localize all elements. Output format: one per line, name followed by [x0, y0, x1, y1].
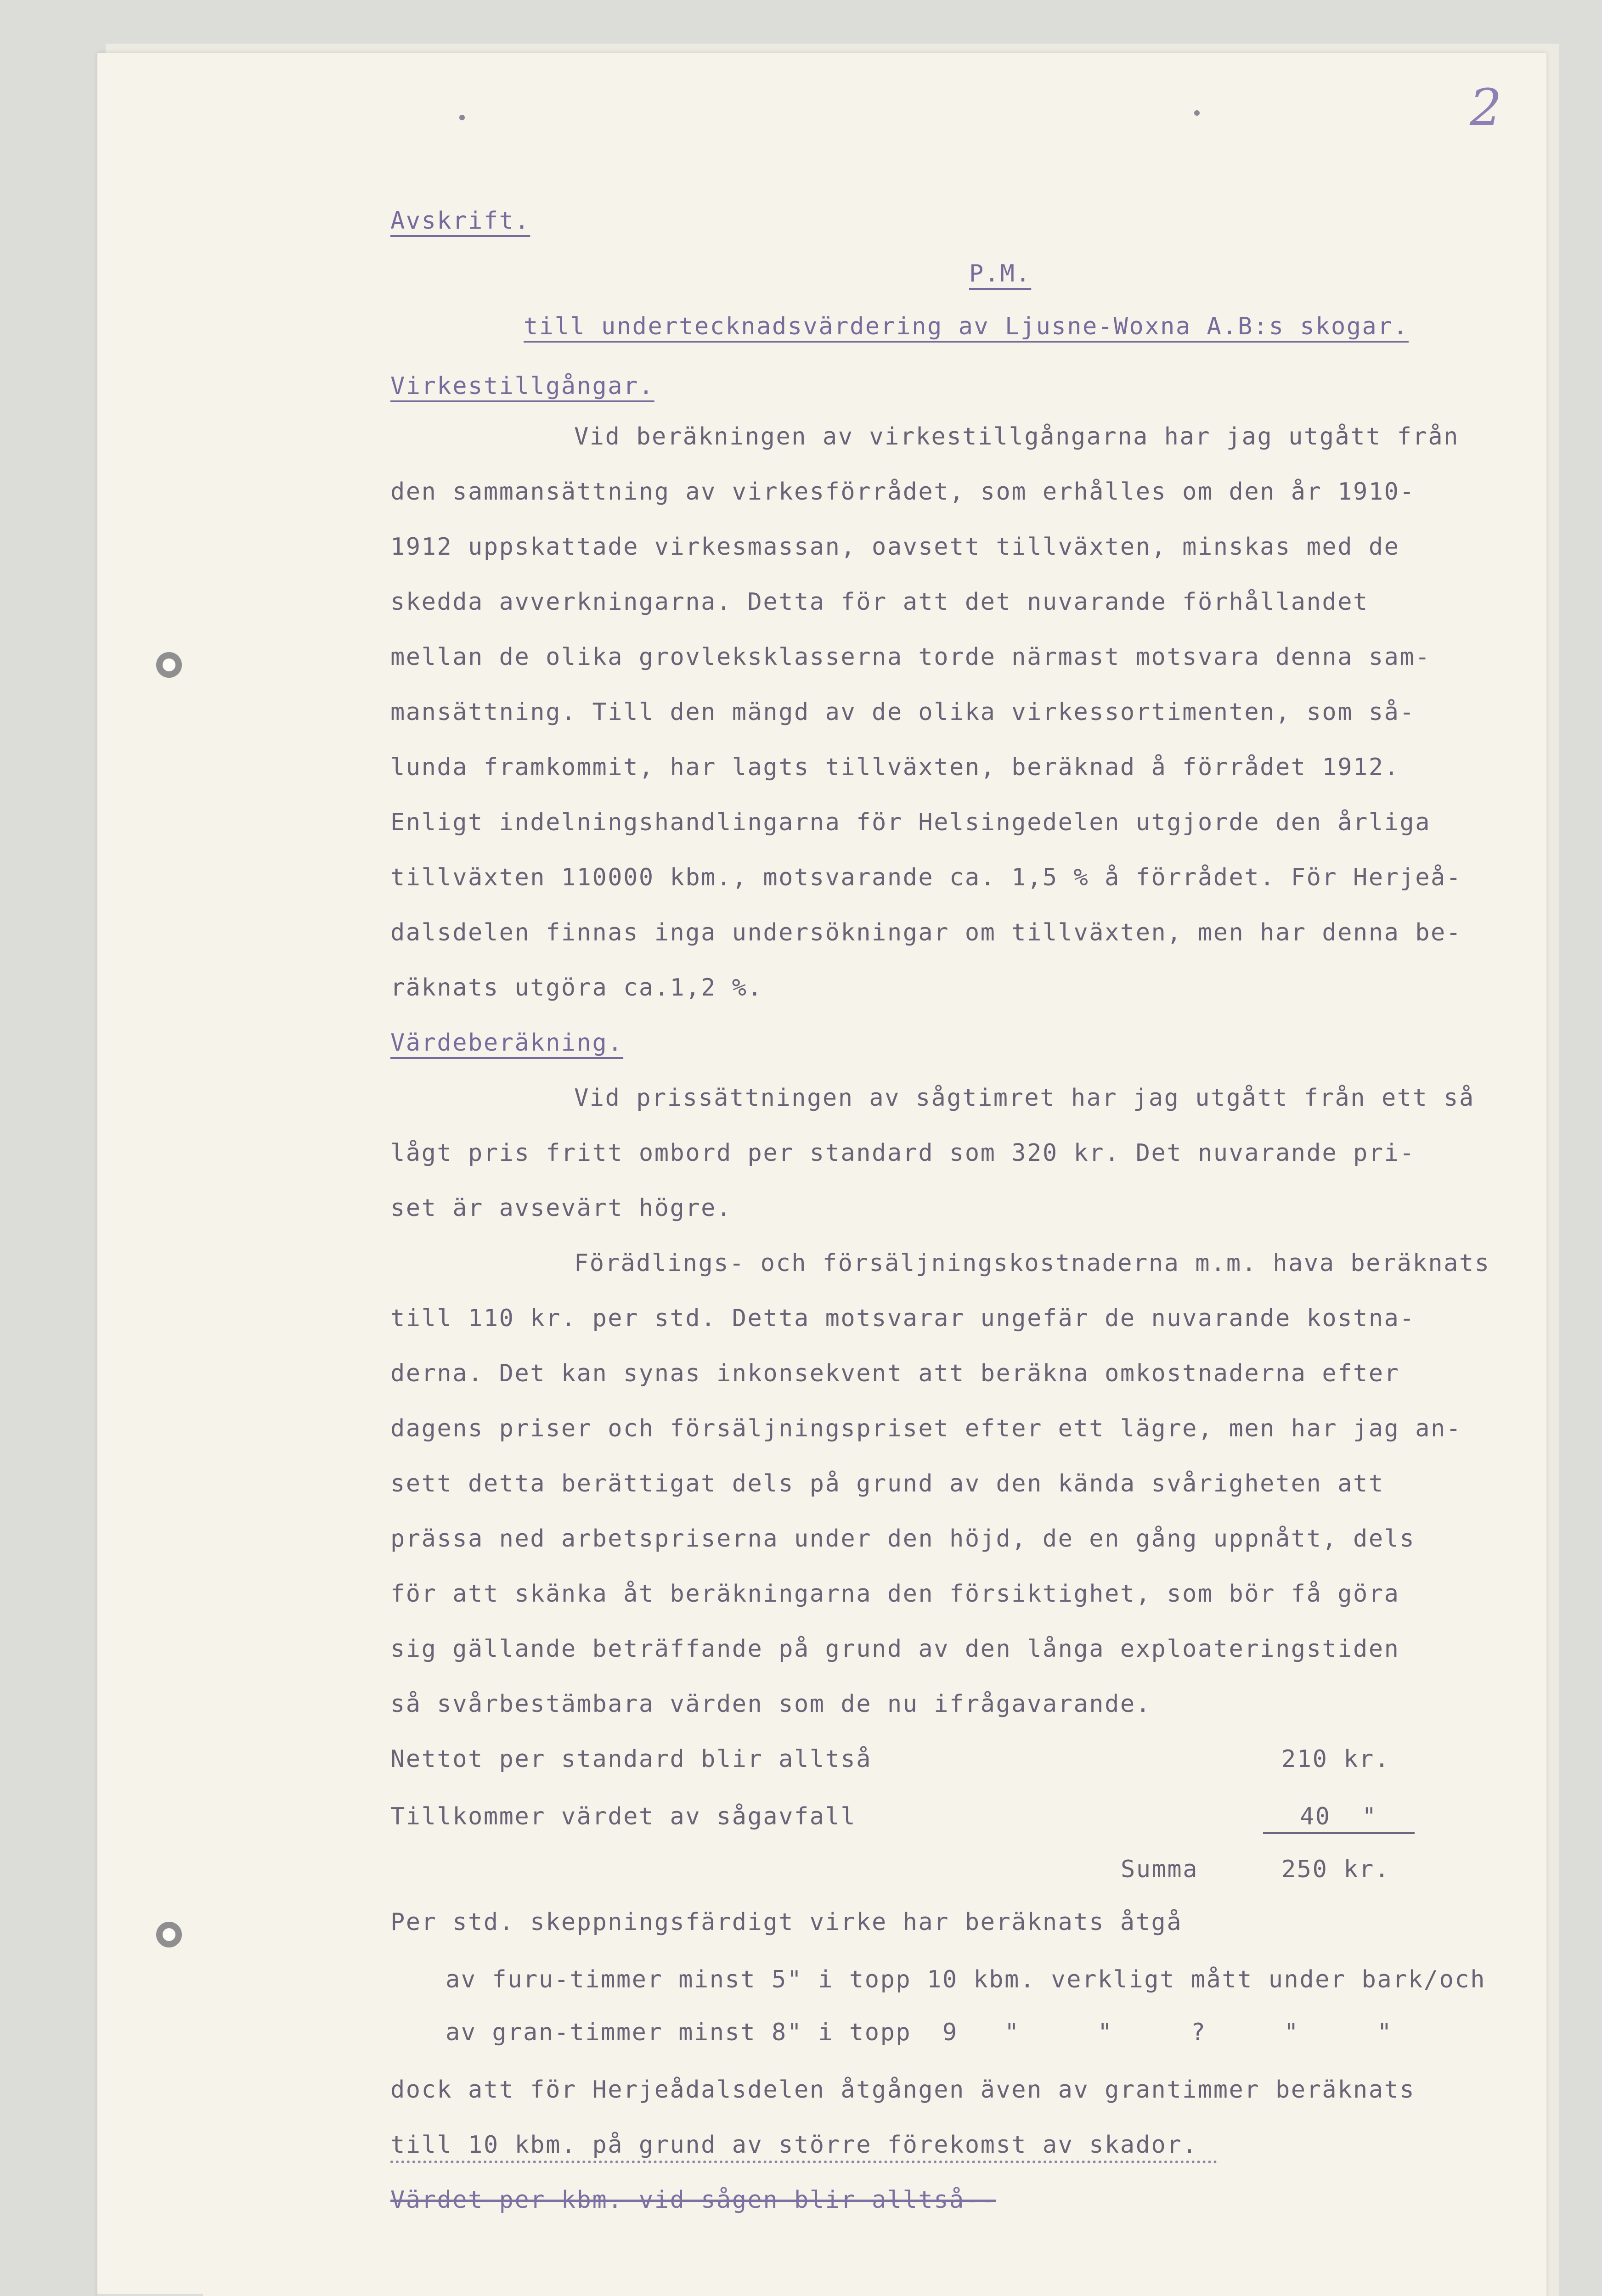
text-line: dagens priser och försäljningspriset efter ett lägre, men har jag an-	[390, 1415, 1462, 1442]
text-line: mansättning. Till den mängd av de olika virkessortimenten, som så-	[390, 698, 1416, 726]
dotted-rule	[390, 2161, 1217, 2163]
text-line: av gran-timmer minst 8" i topp 9 " " ? " "	[446, 2019, 1393, 2046]
punch-hole	[156, 1922, 182, 1947]
text-line: Förädlings- och försäljningskostnaderna m.m. hava beräknats	[574, 1249, 1490, 1277]
document-subtitle: till undertecknadsvärdering av Ljusne-Woxna A.B:s skogar.	[524, 313, 1409, 340]
punch-hole	[156, 652, 182, 678]
text-line: av furu-timmer minst 5" i topp 10 kbm. verkligt mått under bark/och	[446, 1966, 1486, 1993]
text-line: skedda avverkningarna. Detta för att det nuvarande förhållandet	[390, 588, 1369, 616]
text-line: tillväxten 110000 kbm., motsvarande ca. 1,5 % å förrådet. För Herjeå-	[390, 864, 1462, 891]
text-line: den sammansättning av virkesförrådet, som erhålles om den år 1910-	[390, 478, 1416, 506]
text-line: lunda framkommit, har lagts tillväxten, beräknad å förrådet 1912.	[390, 754, 1400, 781]
netto-value: 210 kr.	[1281, 1745, 1390, 1773]
text-line: Per std. skeppningsfärdigt virke har beräknats åtgå	[390, 1908, 1183, 1936]
text-line: sig gällande beträffande på grund av den långa exploateringstiden	[390, 1635, 1400, 1663]
text-line: set är avsevärt högre.	[390, 1194, 732, 1222]
text-line: för att skänka åt beräkningarna den försiktighet, som bör få göra	[390, 1580, 1400, 1608]
text-line: Vid beräkningen av virkestillgångarna har jag utgått från	[574, 423, 1459, 450]
text-line: Enligt indelningshandlingarna för Helsingedelen utgjorde den årliga	[390, 809, 1431, 836]
tillkommer-label: Tillkommer värdet av sågavfall	[390, 1803, 857, 1830]
sum-rule	[1263, 1832, 1415, 1834]
page-number: 2	[1470, 78, 1502, 137]
document-page	[97, 53, 1546, 2296]
text-line: lågt pris fritt ombord per standard som 320 kr. Det nuvarande pri-	[390, 1139, 1416, 1167]
text-line: dalsdelen finnas inga undersökningar om tillväxten, men har denna be-	[390, 919, 1462, 946]
ink-dot	[459, 115, 465, 120]
pm-heading: P.M.	[969, 260, 1032, 287]
section-heading-virkestillgangar: Virkestillgångar.	[390, 372, 654, 400]
summa-label: Summa	[1121, 1856, 1199, 1883]
text-line: derna. Det kan synas inkonsekvent att beräkna omkostnaderna efter	[390, 1360, 1400, 1387]
copy-heading: Avskrift.	[390, 207, 530, 235]
text-line: sett detta berättigat dels på grund av den kända svårigheten att	[390, 1470, 1384, 1497]
folded-corner	[97, 2294, 203, 2296]
text-line: prässa ned arbetspriserna under den höjd, de en gång uppnått, dels	[390, 1525, 1416, 1553]
section-heading-vardeberakning: Värdeberäkning.	[390, 1029, 624, 1057]
netto-label: Nettot per standard blir alltså	[390, 1745, 872, 1773]
text-line: dock att för Herjeådalsdelen åtgången även av grantimmer beräknats	[390, 2076, 1416, 2104]
summa-value: 250 kr.	[1281, 1856, 1390, 1883]
text-line: Vid prissättningen av sågtimret har jag utgått från ett så	[574, 1084, 1475, 1112]
tillkommer-value: 40 "	[1300, 1803, 1378, 1830]
text-line: 1912 uppskattade virkesmassan, oavsett tillväxten, minskas med de	[390, 533, 1400, 561]
text-line: räknats utgöra ca.1,2 %.	[390, 974, 763, 1002]
text-line: så svårbestämbara värden som de nu ifrågavarande.	[390, 1690, 1151, 1718]
text-line: till 10 kbm. på grund av större förekomst av skador.	[390, 2131, 1198, 2159]
text-line: till 110 kr. per std. Detta motsvarar ungefär de nuvarande kostna-	[390, 1305, 1416, 1332]
struck-out-line: Värdet per kbm. vid sågen blir alltså--	[390, 2186, 996, 2214]
text-line: mellan de olika grovleksklasserna torde närmast motsvara denna sam-	[390, 643, 1431, 671]
ink-dot	[1194, 110, 1200, 116]
